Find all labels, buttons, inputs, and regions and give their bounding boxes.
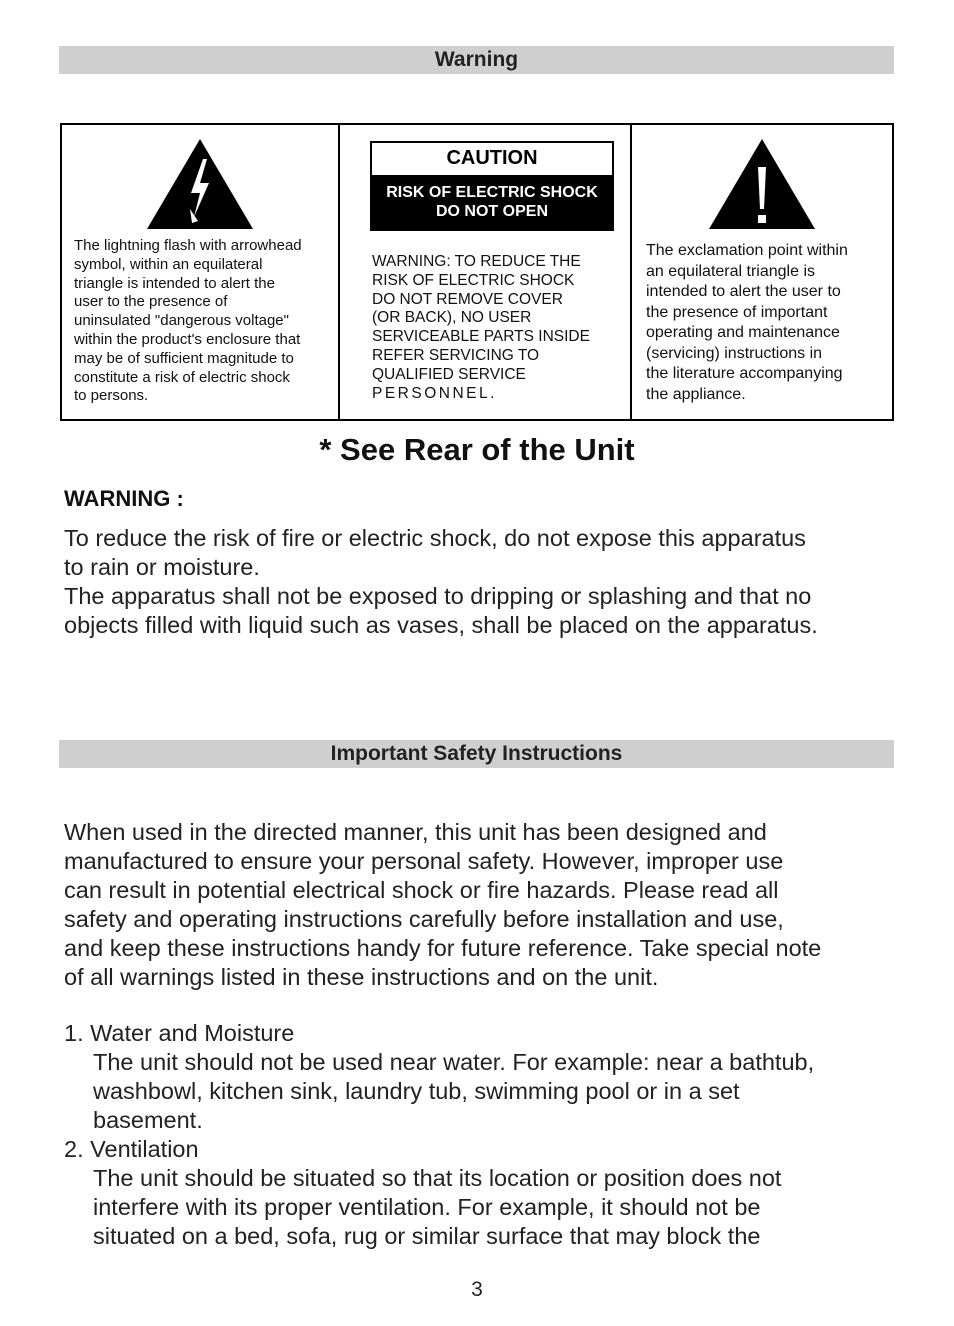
- list-item-body: The unit should not be used near water. For example: near a bathtub, washbowl, kitchen sink, laundry tub, swimming pool or in a set basement.: [93, 1049, 815, 1133]
- caution-cell: [340, 125, 632, 419]
- rear-note: * See Rear of the Unit: [319, 432, 635, 467]
- lightning-cell: [62, 125, 340, 419]
- caution-subtitle: RISK OF ELECTRIC SHOCK DO NOT OPEN: [372, 175, 612, 229]
- warning-symbols-table: [60, 123, 894, 421]
- caution-description: WARNING: TO REDUCE THE RISK OF ELECTRIC SHOCK DO NOT REMOVE COVER (OR BACK), NO USER SERVICEABLE PARTS INSIDE REFER SERVICING TO QUALIFIED SERVICE PERSONNEL.: [372, 253, 590, 402]
- warning-header: Warning: [59, 46, 894, 74]
- exclamation-description: The exclamation point within an equilateral triangle is intended to alert the user to the presence of important operating and maintenance (servicing) instructions in the literature accompanying the appliance.: [646, 242, 848, 403]
- page-number: 3: [471, 1278, 483, 1301]
- warning-label: WARNING :: [64, 486, 184, 511]
- lightning-triangle-icon: [145, 137, 255, 231]
- lightning-description: The lightning flash with arrowhead symbol, within an equilateral triangle is intended to alert the user to the presence of uninsulated "dangerous voltage" within the product's enclosure that may be of sufficient magnitude to constitute a risk of electric shock to persons.: [74, 237, 302, 405]
- list-item-body: The unit should be situated so that its location or position does not interfere with its proper ventilation. For example, it should not be situated on a bed, sofa, rug or similar surface that may block the: [93, 1165, 782, 1249]
- safety-header: Important Safety Instructions: [59, 740, 894, 768]
- list-item-title: 1. Water and Moisture: [64, 1020, 295, 1046]
- warning-text: To reduce the risk of fire or electric shock, do not expose this apparatus to rain or moisture. The apparatus shall not be exposed to dripping or splashing and that no objects filled with liquid such as vases, shall be placed on the apparatus.: [64, 525, 818, 638]
- list-item-title: 2. Ventilation: [64, 1136, 199, 1162]
- caution-title: CAUTION: [372, 143, 612, 175]
- exclamation-triangle-icon: [707, 137, 817, 231]
- caution-label: [370, 141, 614, 231]
- safety-intro: When used in the directed manner, this unit has been designed and manufactured to ensure your personal safety. However, improper use can result in potential electrical shock or fire hazards. Please read all safety and operating instructions carefully before installation and use, and keep these instructions handy for future reference. Take special note of all warnings listed in these instructions and on the unit.: [64, 819, 822, 990]
- exclamation-cell: [632, 125, 892, 419]
